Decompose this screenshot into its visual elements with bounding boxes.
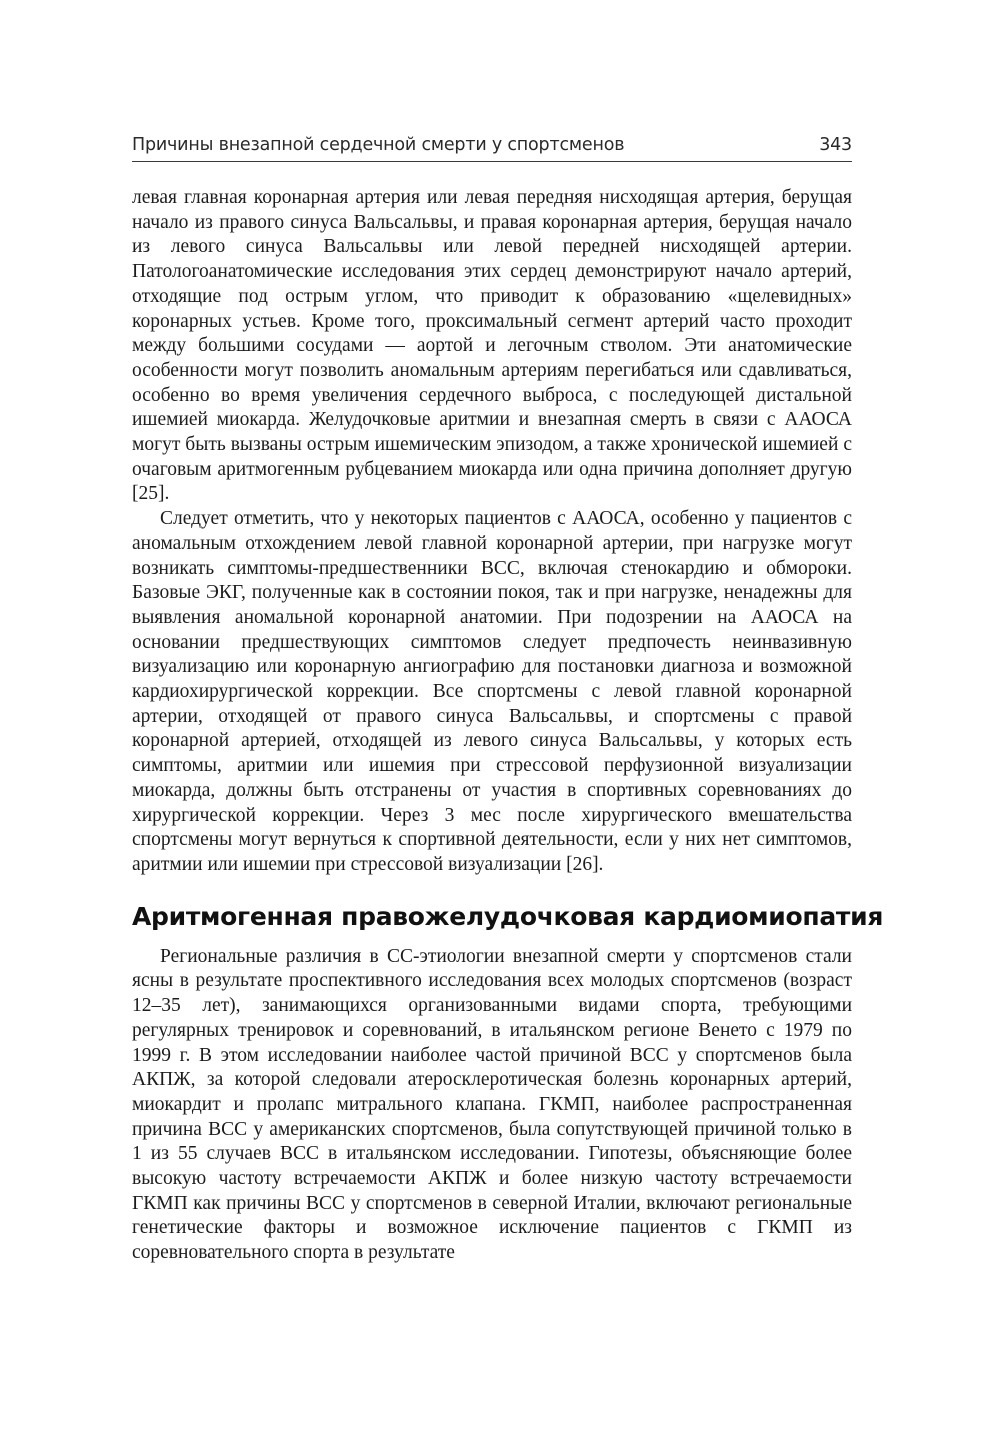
header-divider xyxy=(132,161,852,162)
running-title: Причины внезапной сердечной смерти у спортсменов xyxy=(132,135,625,155)
section-heading: Аритмогенная правожелудочковая кардиомиопатия xyxy=(132,901,884,931)
running-header xyxy=(132,131,852,161)
section-paragraph: Региональные различия в СС-этиологии внезапной смерти у спортсменов стали ясны в результате проспективного исследования всех молодых спортсменов (возраст 12–35 лет), занимающихся организованными видами спорта, требующими регулярных тренировок и соревнований, в итальянском регионе Венето с 1979 по 1999 г. В этом исследовании наиболее частой причиной ВСС у спортсменов была АКПЖ, за которой следовали атеросклеротическая болезнь коронарных артерий, миокардит и пролапс митрального клапана. ГКМП, наиболее распространенная причина ВСС у американских спортсменов, была сопутствующей причиной только в 1 из 55 случаев ВСС в итальянском исследовании. Гипотезы, объясняющие более высокую частоту встречаемости АКПЖ и более низкую частоту встречаемости ГКМП как причины ВСС у спортсменов в северной Италии, включают региональные генетические факторы и возможное исключение пациентов с ГКМП из соревновательного спорта в результате xyxy=(132,945,852,1264)
body-paragraph: Следует отметить, что у некоторых пациентов с ААОСА, особенно у пациентов с аномальным отхождением левой главной коронарной артерии, при нагрузке могут возникать симптомы-предшественники ВСС, включая стенокардию и обмороки. Базовые ЭКГ, полученные как в состоянии покоя, так и при нагрузке, ненадежны для выявления аномальной коронарной анатомии. При подозрении на ААОСА на основании предшествующих симптомов следует предпочесть неинвазивную визуализацию или коронарную ангиографию для постановки диагноза и возможной кардиохирургической коррекции. Все спортсмены с левой главной коронарной артерии, отходящей от правого синуса Вальсальвы, и спортсмены с правой коронарной артерией, отходящей из левого синуса Вальсальвы, у которых есть симптомы, аритмии или ишемия при стрессовой перфузионной визуализации миокарда, должны быть отстранены от участия в спортивных соревнованиях до хирургической коррекции. Через 3 мес после хирургического вмешательства спортсмены могут вернуться к спортивной деятельности, если у них нет симптомов, аритмии или ишемии при стрессовой визуализации [26]. xyxy=(132,508,852,875)
body-paragraph: левая главная коронарная артерия или левая передняя нисходящая артерия, берущая начало из правого синуса Вальсальвы, и правая коронарная артерия, берущая начало из левого синуса Вальсальвы или левой передней нисходящей артерии. Патологоанатомические исследования этих сердец демонстрируют начало артерий, отходящие под острым углом, что приводит к образованию «щелевидных» коронарных устьев. Кроме того, проксимальный сегмент артерий часто проходит между большими сосудами — аортой и легочным стволом. Эти анатомические особенности могут позволить аномальным артериям перегибаться или сдавливаться, особенно во время увеличения сердечного выброса, с последующей дистальной ишемией миокарда. Желудочковые аритмии и внезапная смерть в связи с ААОСА могут быть вызваны острым ишемическим эпизодом, а также хронической ишемией с очаговым аритмогенным рубцеванием миокарда или одна причина дополняет другую [25]. xyxy=(132,187,852,505)
page-number: 343 xyxy=(819,135,852,155)
page-body xyxy=(132,186,884,1266)
